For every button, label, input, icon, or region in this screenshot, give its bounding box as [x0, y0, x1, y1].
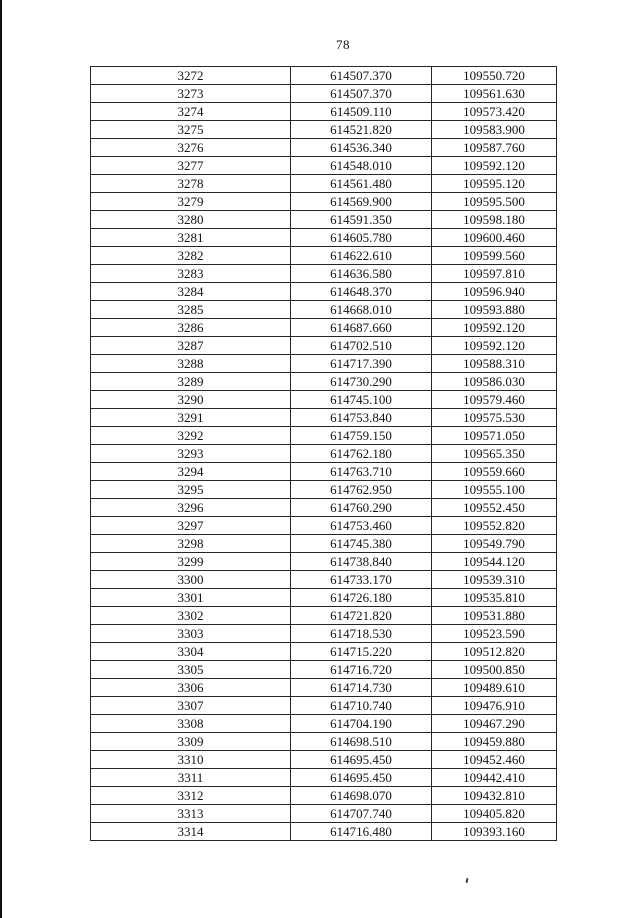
- easting-cell: 614561.480: [291, 175, 432, 193]
- point-number-cell: 3311: [91, 769, 291, 787]
- table-row: [91, 445, 557, 463]
- northing-cell: 109512.820: [432, 643, 557, 661]
- page-number: 78: [336, 37, 350, 52]
- easting-cell: 614714.730: [291, 679, 432, 697]
- easting-cell: 614753.460: [291, 517, 432, 535]
- northing-cell: 109539.310: [432, 571, 557, 589]
- table-row: [91, 643, 557, 661]
- northing-cell: 109535.810: [432, 589, 557, 607]
- table-row: [91, 427, 557, 445]
- easting-cell: 614536.340: [291, 139, 432, 157]
- table-row: [91, 697, 557, 715]
- northing-cell: 109459.880: [432, 733, 557, 751]
- northing-cell: 109571.050: [432, 427, 557, 445]
- point-number-cell: 3272: [91, 67, 291, 85]
- table-row: [91, 103, 557, 121]
- northing-cell: 109549.790: [432, 535, 557, 553]
- point-number-cell: 3304: [91, 643, 291, 661]
- northing-cell: 109552.820: [432, 517, 557, 535]
- table-row: [91, 535, 557, 553]
- northing-cell: 109599.560: [432, 247, 557, 265]
- point-number-cell: 3279: [91, 193, 291, 211]
- table-row: [91, 751, 557, 769]
- easting-cell: 614605.780: [291, 229, 432, 247]
- northing-cell: 109405.820: [432, 805, 557, 823]
- easting-cell: 614710.740: [291, 697, 432, 715]
- point-number-cell: 3312: [91, 787, 291, 805]
- northing-cell: 109442.410: [432, 769, 557, 787]
- point-number-cell: 3308: [91, 715, 291, 733]
- northing-cell: 109476.910: [432, 697, 557, 715]
- table-row: [91, 805, 557, 823]
- coordinates-table: [90, 66, 557, 841]
- northing-cell: 109587.760: [432, 139, 557, 157]
- table-row: [91, 85, 557, 103]
- northing-cell: 109595.120: [432, 175, 557, 193]
- northing-cell: 109452.460: [432, 751, 557, 769]
- point-number-cell: 3306: [91, 679, 291, 697]
- table-row: [91, 139, 557, 157]
- easting-cell: 614695.450: [291, 751, 432, 769]
- easting-cell: 614507.370: [291, 85, 432, 103]
- northing-cell: 109579.460: [432, 391, 557, 409]
- easting-cell: 614730.290: [291, 373, 432, 391]
- point-number-cell: 3300: [91, 571, 291, 589]
- point-number-cell: 3298: [91, 535, 291, 553]
- easting-cell: 614548.010: [291, 157, 432, 175]
- easting-cell: 614591.350: [291, 211, 432, 229]
- table-row: [91, 355, 557, 373]
- point-number-cell: 3291: [91, 409, 291, 427]
- point-number-cell: 3295: [91, 481, 291, 499]
- northing-cell: 109586.030: [432, 373, 557, 391]
- point-number-cell: 3297: [91, 517, 291, 535]
- table-row: [91, 265, 557, 283]
- table-row: [91, 823, 557, 841]
- table-row: [91, 283, 557, 301]
- northing-cell: 109588.310: [432, 355, 557, 373]
- easting-cell: 614745.380: [291, 535, 432, 553]
- point-number-cell: 3305: [91, 661, 291, 679]
- easting-cell: 614698.070: [291, 787, 432, 805]
- easting-cell: 614507.370: [291, 67, 432, 85]
- easting-cell: 614648.370: [291, 283, 432, 301]
- easting-cell: 614668.010: [291, 301, 432, 319]
- table-row: [91, 175, 557, 193]
- table-row: [91, 571, 557, 589]
- table-row: [91, 157, 557, 175]
- table-row: [91, 553, 557, 571]
- easting-cell: 614704.190: [291, 715, 432, 733]
- northing-cell: 109432.810: [432, 787, 557, 805]
- point-number-cell: 3285: [91, 301, 291, 319]
- easting-cell: 614733.170: [291, 571, 432, 589]
- point-number-cell: 3282: [91, 247, 291, 265]
- table-row: [91, 301, 557, 319]
- northing-cell: 109559.660: [432, 463, 557, 481]
- northing-cell: 109596.940: [432, 283, 557, 301]
- point-number-cell: 3290: [91, 391, 291, 409]
- northing-cell: 109583.900: [432, 121, 557, 139]
- table-row: [91, 463, 557, 481]
- table-row: [91, 211, 557, 229]
- easting-cell: 614753.840: [291, 409, 432, 427]
- point-number-cell: 3292: [91, 427, 291, 445]
- point-number-cell: 3284: [91, 283, 291, 301]
- point-number-cell: 3278: [91, 175, 291, 193]
- northing-cell: 109600.460: [432, 229, 557, 247]
- northing-cell: 109561.630: [432, 85, 557, 103]
- northing-cell: 109595.500: [432, 193, 557, 211]
- table-row: [91, 787, 557, 805]
- easting-cell: 614716.480: [291, 823, 432, 841]
- point-number-cell: 3307: [91, 697, 291, 715]
- easting-cell: 614569.900: [291, 193, 432, 211]
- easting-cell: 614726.180: [291, 589, 432, 607]
- table-row: [91, 733, 557, 751]
- easting-cell: 614509.110: [291, 103, 432, 121]
- northing-cell: 109393.160: [432, 823, 557, 841]
- easting-cell: 614716.720: [291, 661, 432, 679]
- easting-cell: 614636.580: [291, 265, 432, 283]
- point-number-cell: 3294: [91, 463, 291, 481]
- northing-cell: 109573.420: [432, 103, 557, 121]
- northing-cell: 109544.120: [432, 553, 557, 571]
- scan-speckle: [466, 878, 469, 883]
- easting-cell: 614718.530: [291, 625, 432, 643]
- easting-cell: 614695.450: [291, 769, 432, 787]
- table-row: [91, 661, 557, 679]
- easting-cell: 614698.510: [291, 733, 432, 751]
- point-number-cell: 3277: [91, 157, 291, 175]
- easting-cell: 614717.390: [291, 355, 432, 373]
- point-number-cell: 3287: [91, 337, 291, 355]
- point-number-cell: 3310: [91, 751, 291, 769]
- table-row: [91, 499, 557, 517]
- northing-cell: 109467.290: [432, 715, 557, 733]
- table-row: [91, 391, 557, 409]
- northing-cell: 109550.720: [432, 67, 557, 85]
- northing-cell: 109500.850: [432, 661, 557, 679]
- northing-cell: 109592.120: [432, 337, 557, 355]
- point-number-cell: 3299: [91, 553, 291, 571]
- northing-cell: 109598.180: [432, 211, 557, 229]
- point-number-cell: 3293: [91, 445, 291, 463]
- northing-cell: 109565.350: [432, 445, 557, 463]
- point-number-cell: 3314: [91, 823, 291, 841]
- easting-cell: 614762.950: [291, 481, 432, 499]
- table-row: [91, 715, 557, 733]
- northing-cell: 109592.120: [432, 319, 557, 337]
- northing-cell: 109552.450: [432, 499, 557, 517]
- table-row: [91, 121, 557, 139]
- table-row: [91, 481, 557, 499]
- table-row: [91, 373, 557, 391]
- easting-cell: 614759.150: [291, 427, 432, 445]
- point-number-cell: 3301: [91, 589, 291, 607]
- table-row: [91, 589, 557, 607]
- easting-cell: 614760.290: [291, 499, 432, 517]
- table-row: [91, 679, 557, 697]
- point-number-cell: 3273: [91, 85, 291, 103]
- easting-cell: 614745.100: [291, 391, 432, 409]
- point-number-cell: 3283: [91, 265, 291, 283]
- table-row: [91, 319, 557, 337]
- point-number-cell: 3286: [91, 319, 291, 337]
- scan-edge-artifact: [0, 0, 2, 918]
- table-row: [91, 607, 557, 625]
- point-number-cell: 3275: [91, 121, 291, 139]
- point-number-cell: 3302: [91, 607, 291, 625]
- easting-cell: 614715.220: [291, 643, 432, 661]
- table-row: [91, 517, 557, 535]
- point-number-cell: 3288: [91, 355, 291, 373]
- table-row: [91, 67, 557, 85]
- point-number-cell: 3280: [91, 211, 291, 229]
- northing-cell: 109523.590: [432, 625, 557, 643]
- table-row: [91, 625, 557, 643]
- table-row: [91, 337, 557, 355]
- table-row: [91, 247, 557, 265]
- northing-cell: 109575.530: [432, 409, 557, 427]
- easting-cell: 614738.840: [291, 553, 432, 571]
- point-number-cell: 3289: [91, 373, 291, 391]
- point-number-cell: 3281: [91, 229, 291, 247]
- easting-cell: 614721.820: [291, 607, 432, 625]
- point-number-cell: 3276: [91, 139, 291, 157]
- point-number-cell: 3309: [91, 733, 291, 751]
- easting-cell: 614521.820: [291, 121, 432, 139]
- easting-cell: 614702.510: [291, 337, 432, 355]
- northing-cell: 109593.880: [432, 301, 557, 319]
- table-row: [91, 769, 557, 787]
- point-number-cell: 3303: [91, 625, 291, 643]
- point-number-cell: 3313: [91, 805, 291, 823]
- northing-cell: 109597.810: [432, 265, 557, 283]
- table-row: [91, 409, 557, 427]
- northing-cell: 109592.120: [432, 157, 557, 175]
- easting-cell: 614763.710: [291, 463, 432, 481]
- easting-cell: 614707.740: [291, 805, 432, 823]
- northing-cell: 109555.100: [432, 481, 557, 499]
- point-number-cell: 3274: [91, 103, 291, 121]
- coordinates-table-body: [91, 67, 557, 841]
- table-row: [91, 229, 557, 247]
- point-number-cell: 3296: [91, 499, 291, 517]
- table-row: [91, 193, 557, 211]
- easting-cell: 614687.660: [291, 319, 432, 337]
- northing-cell: 109489.610: [432, 679, 557, 697]
- northing-cell: 109531.880: [432, 607, 557, 625]
- easting-cell: 614762.180: [291, 445, 432, 463]
- easting-cell: 614622.610: [291, 247, 432, 265]
